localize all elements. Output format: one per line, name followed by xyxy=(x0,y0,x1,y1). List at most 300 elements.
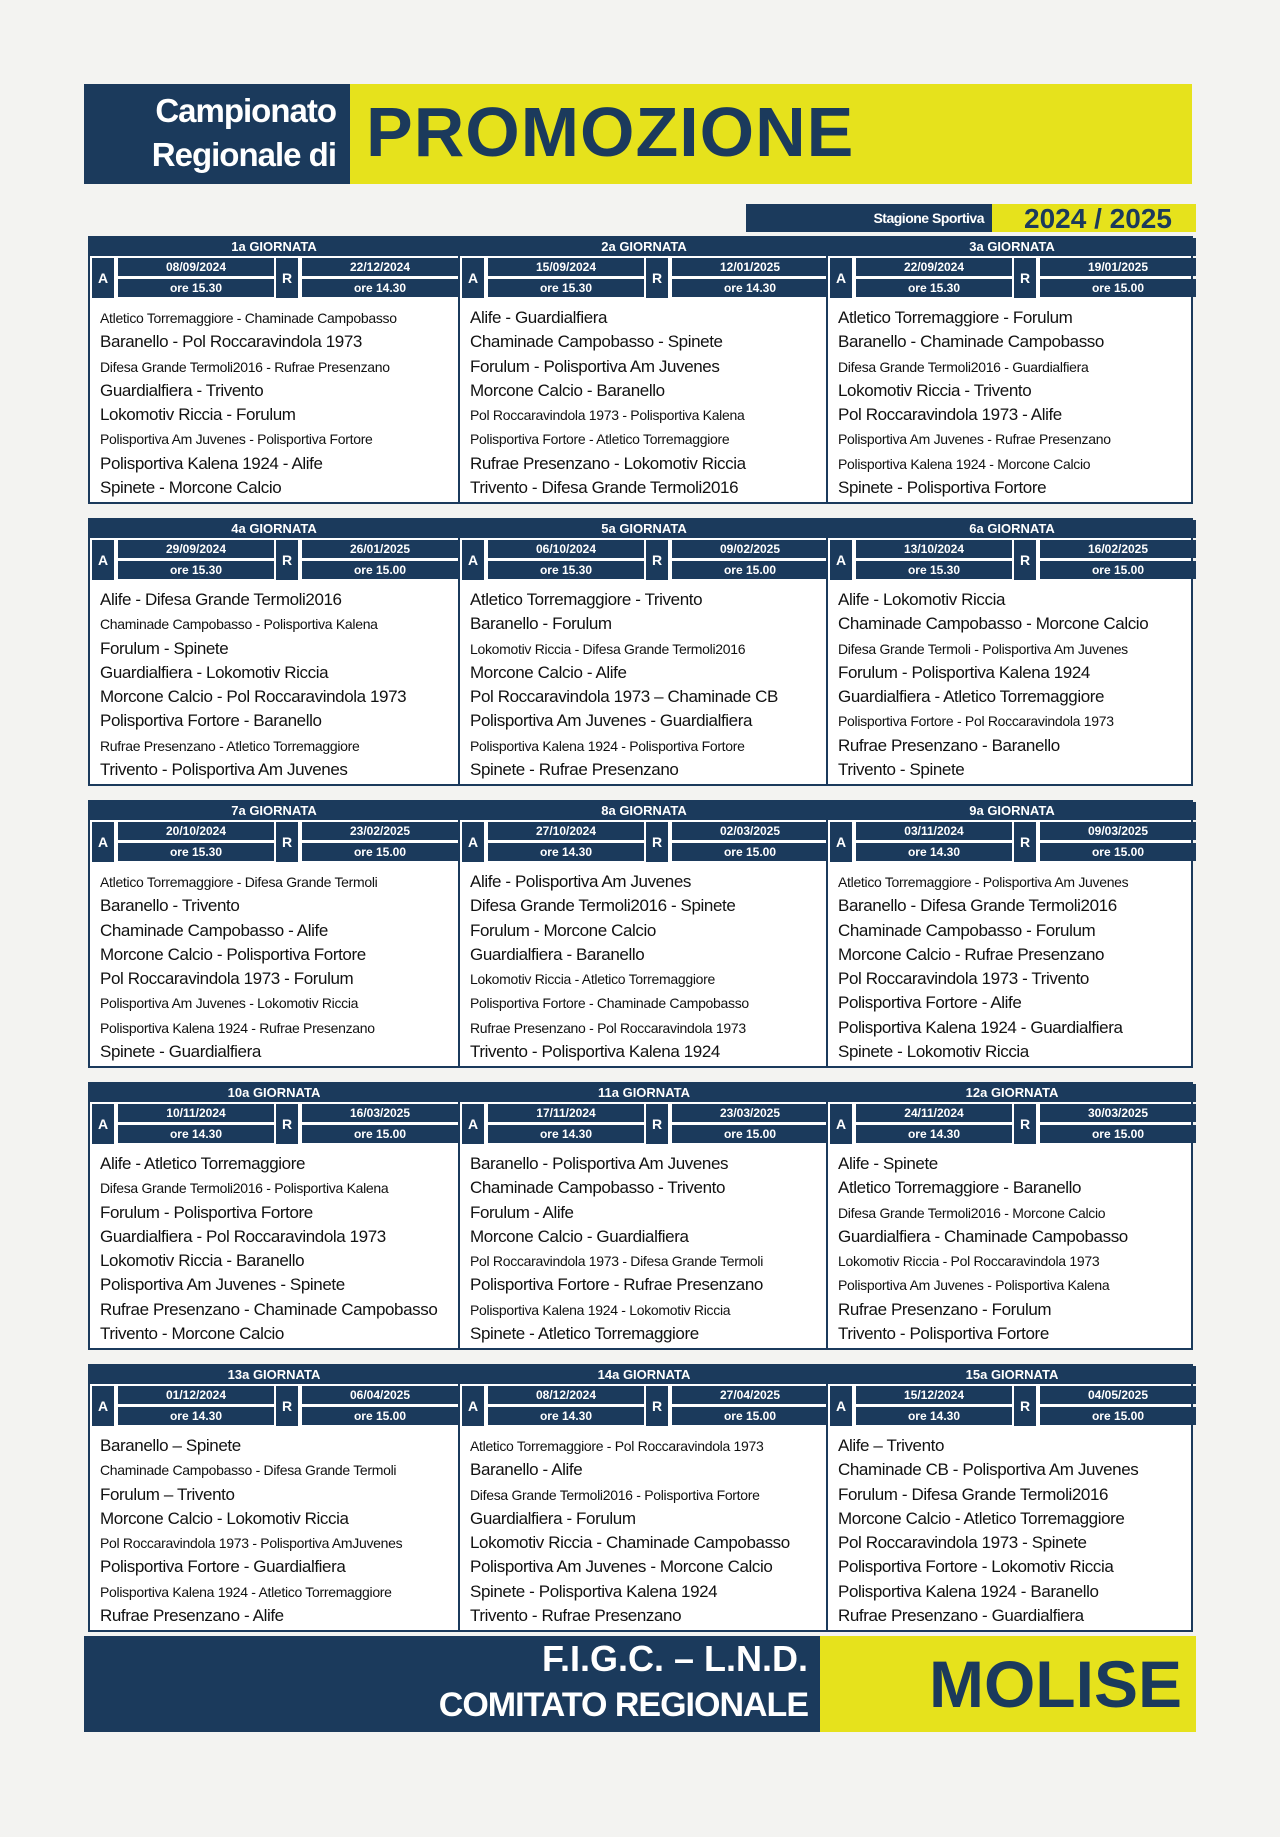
match-item: Trivento - Difesa Grande Termoli2016 xyxy=(470,478,739,498)
ritorno-date: 27/04/2025 xyxy=(672,1386,828,1404)
match-item: Forulum - Morcone Calcio xyxy=(470,920,656,940)
ritorno-date: 19/01/2025 xyxy=(1040,258,1196,276)
round-dates xyxy=(828,1104,1196,1146)
match-item: Alife - Difesa Grande Termoli2016 xyxy=(100,590,342,609)
andata-date-box xyxy=(118,258,274,298)
header-title-box xyxy=(350,84,1192,184)
match-list xyxy=(470,588,822,782)
ritorno-date: 04/05/2025 xyxy=(1040,1386,1196,1404)
round-block xyxy=(826,1084,1196,1348)
round-dates xyxy=(460,1104,828,1146)
match-item: Chaminade Campobasso - Difesa Grande Termoli xyxy=(100,1462,397,1479)
ritorno-time: ore 14.30 xyxy=(302,279,458,297)
match-item: Guardialfiera - Chaminade Campobasso xyxy=(838,1226,1128,1246)
andata-time: ore 15.30 xyxy=(118,561,274,579)
footer-line1: F.I.G.C. – L.N.D. xyxy=(541,1638,808,1679)
round-block xyxy=(458,1084,828,1348)
match-item: Polisportiva Am Juvenes - Morcone Calcio xyxy=(470,1557,773,1577)
ritorno-date-box xyxy=(1040,540,1196,580)
footer-region-box xyxy=(820,1636,1196,1732)
round-row xyxy=(88,1364,1193,1632)
match-item: Baranello - Forulum xyxy=(470,614,612,634)
andata-date-box xyxy=(856,1386,1012,1426)
round-dates xyxy=(828,540,1196,582)
match-item: Alife - Atletico Torremaggiore xyxy=(100,1154,306,1173)
match-list xyxy=(100,306,452,500)
match-item: Polisportiva Fortore - Baranello xyxy=(100,711,322,731)
match-item: Rufrae Presenzano - Guardialfiera xyxy=(838,1606,1084,1626)
round-dates xyxy=(460,1386,828,1428)
match-item: Spinete - Polisportiva Fortore xyxy=(838,478,1047,498)
match-item: Polisportiva Fortore - Pol Roccaravindola 1973 xyxy=(838,713,1114,730)
ritorno-time: ore 15.00 xyxy=(672,843,828,861)
andata-date-box xyxy=(488,822,644,862)
match-item: Alife - Guardialfiera xyxy=(470,308,608,327)
match-item: Polisportiva Am Juvenes - Polisportiva Kalena xyxy=(838,1277,1110,1294)
andata-date: 24/11/2024 xyxy=(856,1104,1012,1122)
match-item: Guardialfiera - Atletico Torremaggiore xyxy=(838,687,1105,707)
ritorno-date-box xyxy=(1040,1386,1196,1426)
match-item: Forulum - Polisportiva Fortore xyxy=(100,1202,313,1222)
match-item: Polisportiva Am Juvenes - Guardialfiera xyxy=(470,711,753,731)
round-block xyxy=(826,802,1196,1066)
andata-time: ore 14.30 xyxy=(856,1407,1012,1425)
match-item: Atletico Torremaggiore - Baranello xyxy=(838,1178,1082,1198)
match-item: Trivento - Polisportiva Am Juvenes xyxy=(100,760,348,780)
round-title: 5a GIORNATA xyxy=(460,520,828,538)
match-item: Baranello - Pol Roccaravindola 1973 xyxy=(100,332,362,352)
round-block xyxy=(458,520,828,784)
ritorno-date: 30/03/2025 xyxy=(1040,1104,1196,1122)
match-item: Rufrae Presenzano - Forulum xyxy=(838,1299,1052,1319)
ritorno-date-box xyxy=(672,540,828,580)
round-row xyxy=(88,1082,1193,1350)
match-item: Chaminade CB - Polisportiva Am Juvenes xyxy=(838,1460,1139,1480)
andata-time: ore 15.30 xyxy=(488,561,644,579)
match-item: Polisportiva Am Juvenes - Spinete xyxy=(100,1275,345,1295)
ritorno-time: ore 15.00 xyxy=(1040,279,1196,297)
page-title: PROMOZIONE xyxy=(366,93,855,171)
andata-time: ore 15.30 xyxy=(118,279,274,297)
ritorno-badge: R xyxy=(1014,540,1036,580)
match-item: Forulum – Trivento xyxy=(100,1484,235,1504)
ritorno-time: ore 15.00 xyxy=(1040,561,1196,579)
season-label: Stagione Sportiva xyxy=(873,210,984,226)
ritorno-date: 16/02/2025 xyxy=(1040,540,1196,558)
match-item: Forulum - Polisportiva Am Juvenes xyxy=(470,356,720,376)
andata-badge: A xyxy=(830,822,852,862)
ritorno-time: ore 15.00 xyxy=(302,843,458,861)
round-block xyxy=(90,1366,458,1630)
match-item: Difesa Grande Termoli2016 - Polisportiva Kalena xyxy=(100,1180,389,1197)
round-dates xyxy=(828,258,1196,300)
ritorno-date-box xyxy=(302,822,458,862)
match-item: Difesa Grande Termoli2016 - Morcone Calcio xyxy=(838,1204,1106,1221)
andata-date: 13/10/2024 xyxy=(856,540,1012,558)
round-block xyxy=(826,520,1196,784)
match-item: Pol Roccaravindola 1973 - Forulum xyxy=(100,969,354,989)
round-block xyxy=(458,238,828,502)
andata-time: ore 14.30 xyxy=(856,1125,1012,1143)
andata-badge: A xyxy=(462,540,484,580)
match-item: Trivento - Morcone Calcio xyxy=(100,1324,284,1344)
ritorno-badge: R xyxy=(276,540,298,580)
round-title: 13a GIORNATA xyxy=(90,1366,458,1384)
ritorno-date-box xyxy=(302,258,458,298)
andata-date: 06/10/2024 xyxy=(488,540,644,558)
match-item: Polisportiva Kalena 1924 - Alife xyxy=(100,453,323,473)
andata-badge: A xyxy=(830,1104,852,1144)
andata-time: ore 14.30 xyxy=(856,843,1012,861)
match-item: Chaminade Campobasso - Forulum xyxy=(838,920,1096,940)
round-block xyxy=(90,1084,458,1348)
match-item: Atletico Torremaggiore - Polisportiva Am Juvenes xyxy=(838,874,1129,890)
ritorno-badge: R xyxy=(646,1104,668,1144)
footer-region: MOLISE xyxy=(928,1647,1182,1721)
ritorno-time: ore 15.00 xyxy=(302,1407,458,1425)
match-item: Lokomotiv Riccia - Chaminade Campobasso xyxy=(470,1533,790,1553)
match-item: Atletico Torremaggiore - Trivento xyxy=(470,590,703,609)
ritorno-date: 09/03/2025 xyxy=(1040,822,1196,840)
match-item: Pol Roccaravindola 1973 - Spinete xyxy=(838,1533,1087,1553)
match-item: Morcone Calcio - Atletico Torremaggiore xyxy=(838,1508,1125,1528)
match-item: Morcone Calcio - Alife xyxy=(470,662,627,682)
match-item: Lokomotiv Riccia - Pol Roccaravindola 1973 xyxy=(838,1253,1100,1270)
footer xyxy=(84,1636,1196,1732)
header-left-box xyxy=(84,84,350,184)
andata-date-box xyxy=(118,1386,274,1426)
round-dates xyxy=(90,822,458,864)
round-block xyxy=(90,520,458,784)
andata-date-box xyxy=(118,822,274,862)
match-item: Morcone Calcio - Pol Roccaravindola 1973 xyxy=(100,687,407,707)
match-item: Polisportiva Am Juvenes - Lokomotiv Riccia xyxy=(100,995,359,1012)
match-item: Alife - Polisportiva Am Juvenes xyxy=(470,872,691,891)
andata-date: 10/11/2024 xyxy=(118,1104,274,1122)
match-item: Baranello - Polisportiva Am Juvenes xyxy=(470,1154,729,1173)
andata-badge: A xyxy=(830,1386,852,1426)
match-item: Atletico Torremaggiore - Pol Roccaravindola 1973 xyxy=(470,1438,764,1454)
andata-date: 15/09/2024 xyxy=(488,258,644,276)
ritorno-badge: R xyxy=(276,258,298,298)
footer-line2: COMITATO REGIONALE xyxy=(438,1686,808,1724)
match-item: Baranello – Spinete xyxy=(100,1436,241,1455)
match-item: Forulum - Alife xyxy=(470,1202,574,1222)
match-item: Difesa Grande Termoli2016 - Spinete xyxy=(470,896,736,916)
ritorno-time: ore 15.00 xyxy=(672,1125,828,1143)
ritorno-date: 12/01/2025 xyxy=(672,258,828,276)
match-item: Guardialfiera - Lokomotiv Riccia xyxy=(100,662,329,682)
ritorno-badge: R xyxy=(646,1386,668,1426)
andata-badge: A xyxy=(462,258,484,298)
andata-date: 22/09/2024 xyxy=(856,258,1012,276)
match-item: Polisportiva Kalena 1924 - Lokomotiv Riccia xyxy=(470,1301,731,1318)
ritorno-date-box xyxy=(672,1104,828,1144)
match-list xyxy=(838,306,1190,500)
round-title: 4a GIORNATA xyxy=(90,520,458,538)
match-item: Polisportiva Kalena 1924 - Polisportiva Fortore xyxy=(470,737,745,754)
round-dates xyxy=(90,1104,458,1146)
ritorno-date: 26/01/2025 xyxy=(302,540,458,558)
footer-left-box xyxy=(84,1636,820,1732)
ritorno-badge: R xyxy=(1014,1104,1036,1144)
ritorno-badge: R xyxy=(1014,1386,1036,1426)
match-item: Chaminade Campobasso - Morcone Calcio xyxy=(838,614,1149,634)
andata-time: ore 15.30 xyxy=(118,843,274,861)
ritorno-badge: R xyxy=(276,1386,298,1426)
match-item: Baranello - Trivento xyxy=(100,896,240,916)
match-item: Pol Roccaravindola 1973 - Polisportiva AmJuvenes xyxy=(100,1535,403,1552)
match-item: Baranello - Chaminade Campobasso xyxy=(838,332,1104,352)
match-item: Alife – Trivento xyxy=(838,1436,945,1455)
ritorno-date-box xyxy=(672,1386,828,1426)
match-item: Forulum - Spinete xyxy=(100,638,229,658)
andata-date-box xyxy=(856,258,1012,298)
match-item: Atletico Torremaggiore - Forulum xyxy=(838,308,1073,327)
ritorno-time: ore 15.00 xyxy=(1040,843,1196,861)
andata-date-box xyxy=(118,1104,274,1144)
andata-date-box xyxy=(488,258,644,298)
match-item: Trivento - Polisportiva Fortore xyxy=(838,1324,1049,1344)
andata-time: ore 15.30 xyxy=(856,561,1012,579)
match-item: Rufrae Presenzano - Baranello xyxy=(838,735,1060,755)
ritorno-date: 06/04/2025 xyxy=(302,1386,458,1404)
andata-badge: A xyxy=(92,1386,114,1426)
ritorno-time: ore 15.00 xyxy=(672,561,828,579)
match-item: Spinete - Guardialfiera xyxy=(100,1042,261,1062)
season-year: 2024 / 2025 xyxy=(1024,203,1172,234)
andata-badge: A xyxy=(92,1104,114,1144)
match-item: Polisportiva Am Juvenes - Polisportiva Fortore xyxy=(100,431,373,448)
match-item: Polisportiva Fortore - Lokomotiv Riccia xyxy=(838,1557,1114,1577)
round-title: 1a GIORNATA xyxy=(90,238,458,256)
round-block xyxy=(826,1366,1196,1630)
ritorno-date-box xyxy=(672,258,828,298)
match-item: Spinete - Polisportiva Kalena 1924 xyxy=(470,1581,718,1601)
round-title: 2a GIORNATA xyxy=(460,238,828,256)
match-item: Lokomotiv Riccia - Trivento xyxy=(838,380,1032,400)
match-item: Guardialfiera - Trivento xyxy=(100,380,264,400)
match-item: Polisportiva Fortore - Rufrae Presenzano xyxy=(470,1275,763,1295)
match-item: Morcone Calcio - Lokomotiv Riccia xyxy=(100,1508,349,1528)
andata-date: 01/12/2024 xyxy=(118,1386,274,1404)
round-title: 14a GIORNATA xyxy=(460,1366,828,1384)
match-item: Chaminade Campobasso - Polisportiva Kalena xyxy=(100,616,378,633)
match-item: Difesa Grande Termoli2016 - Guardialfiera xyxy=(838,358,1089,375)
round-dates xyxy=(828,1386,1196,1428)
round-title: 15a GIORNATA xyxy=(828,1366,1196,1384)
match-list xyxy=(470,306,822,500)
ritorno-time: ore 15.00 xyxy=(302,1125,458,1143)
round-dates xyxy=(460,540,828,582)
match-item: Chaminade Campobasso - Alife xyxy=(100,920,328,940)
andata-time: ore 14.30 xyxy=(118,1407,274,1425)
match-list xyxy=(100,1152,452,1346)
andata-date: 29/09/2024 xyxy=(118,540,274,558)
ritorno-time: ore 15.00 xyxy=(1040,1407,1196,1425)
andata-badge: A xyxy=(830,258,852,298)
match-item: Polisportiva Kalena 1924 - Guardialfiera xyxy=(838,1017,1123,1037)
match-list xyxy=(100,588,452,782)
ritorno-date: 23/03/2025 xyxy=(672,1104,828,1122)
match-list xyxy=(838,588,1190,782)
match-item: Polisportiva Kalena 1924 - Baranello xyxy=(838,1581,1099,1601)
round-dates xyxy=(90,540,458,582)
match-item: Polisportiva Fortore - Alife xyxy=(838,993,1022,1013)
andata-badge: A xyxy=(462,822,484,862)
match-item: Atletico Torremaggiore - Difesa Grande Termoli xyxy=(100,874,378,890)
andata-date-box xyxy=(856,822,1012,862)
match-item: Difesa Grande Termoli - Polisportiva Am Juvenes xyxy=(838,640,1128,657)
ritorno-badge: R xyxy=(646,258,668,298)
ritorno-badge: R xyxy=(646,540,668,580)
match-item: Spinete - Atletico Torremaggiore xyxy=(470,1324,699,1344)
ritorno-badge: R xyxy=(1014,822,1036,862)
ritorno-date: 09/02/2025 xyxy=(672,540,828,558)
ritorno-date-box xyxy=(302,1104,458,1144)
match-item: Baranello - Difesa Grande Termoli2016 xyxy=(838,896,1117,916)
match-item: Difesa Grande Termoli2016 - Rufrae Presenzano xyxy=(100,358,390,375)
round-title: 10a GIORNATA xyxy=(90,1084,458,1102)
match-list xyxy=(100,870,452,1064)
andata-date: 27/10/2024 xyxy=(488,822,644,840)
match-item: Rufrae Presenzano - Atletico Torremaggiore xyxy=(100,737,360,754)
match-item: Polisportiva Fortore - Guardialfiera xyxy=(100,1557,346,1577)
match-item: Spinete - Morcone Calcio xyxy=(100,478,282,498)
ritorno-date-box xyxy=(1040,258,1196,298)
round-row xyxy=(88,236,1193,504)
fixtures-grid xyxy=(88,236,1193,1646)
match-item: Polisportiva Fortore - Chaminade Campobasso xyxy=(470,995,749,1012)
match-item: Trivento - Spinete xyxy=(838,760,965,780)
match-item: Polisportiva Fortore - Atletico Torremaggiore xyxy=(470,431,730,448)
ritorno-badge: R xyxy=(646,822,668,862)
match-item: Polisportiva Kalena 1924 - Atletico Torremaggiore xyxy=(100,1583,392,1600)
match-item: Polisportiva Am Juvenes - Rufrae Presenzano xyxy=(838,431,1111,448)
match-item: Chaminade Campobasso - Spinete xyxy=(470,332,723,352)
andata-badge: A xyxy=(92,258,114,298)
match-item: Trivento - Polisportiva Kalena 1924 xyxy=(470,1042,720,1062)
round-dates xyxy=(460,822,828,864)
match-item: Chaminade Campobasso - Trivento xyxy=(470,1178,726,1198)
andata-date-box xyxy=(856,540,1012,580)
match-item: Spinete - Lokomotiv Riccia xyxy=(838,1042,1029,1062)
round-title: 8a GIORNATA xyxy=(460,802,828,820)
ritorno-date-box xyxy=(1040,1104,1196,1144)
match-item: Baranello - Alife xyxy=(470,1460,583,1480)
andata-date: 20/10/2024 xyxy=(118,822,274,840)
andata-badge: A xyxy=(92,822,114,862)
ritorno-badge: R xyxy=(276,1104,298,1144)
match-list xyxy=(470,870,822,1064)
match-item: Rufrae Presenzano - Chaminade Campobasso xyxy=(100,1299,438,1319)
ritorno-time: ore 15.00 xyxy=(302,561,458,579)
round-dates xyxy=(460,258,828,300)
match-list xyxy=(100,1434,452,1628)
match-item: Forulum - Difesa Grande Termoli2016 xyxy=(838,1484,1109,1504)
round-dates xyxy=(828,822,1196,864)
andata-badge: A xyxy=(462,1386,484,1426)
round-title: 7a GIORNATA xyxy=(90,802,458,820)
match-item: Difesa Grande Termoli2016 - Polisportiva Fortore xyxy=(470,1486,760,1503)
ritorno-date-box xyxy=(672,822,828,862)
round-title: 6a GIORNATA xyxy=(828,520,1196,538)
round-dates xyxy=(90,258,458,300)
ritorno-date: 02/03/2025 xyxy=(672,822,828,840)
match-item: Lokomotiv Riccia - Difesa Grande Termoli2016 xyxy=(470,640,746,657)
match-item: Morcone Calcio - Rufrae Presenzano xyxy=(838,944,1105,964)
ritorno-date-box xyxy=(302,540,458,580)
match-list xyxy=(838,870,1190,1064)
season-label-box xyxy=(746,204,992,232)
season-banner xyxy=(746,204,1196,232)
andata-date-box xyxy=(488,1386,644,1426)
match-list xyxy=(470,1152,822,1346)
ritorno-badge: R xyxy=(1014,258,1036,298)
match-item: Guardialfiera - Baranello xyxy=(470,944,645,964)
round-block xyxy=(458,802,828,1066)
round-title: 3a GIORNATA xyxy=(828,238,1196,256)
match-item: Pol Roccaravindola 1973 - Trivento xyxy=(838,969,1089,989)
match-item: Guardialfiera - Forulum xyxy=(470,1508,636,1528)
match-item: Pol Roccaravindola 1973 – Chaminade CB xyxy=(470,687,778,707)
andata-date: 08/09/2024 xyxy=(118,258,274,276)
andata-date: 17/11/2024 xyxy=(488,1104,644,1122)
match-item: Forulum - Polisportiva Kalena 1924 xyxy=(838,662,1090,682)
match-item: Guardialfiera - Pol Roccaravindola 1973 xyxy=(100,1226,386,1246)
ritorno-time: ore 15.00 xyxy=(1040,1125,1196,1143)
andata-time: ore 15.30 xyxy=(488,279,644,297)
andata-badge: A xyxy=(92,540,114,580)
round-dates xyxy=(90,1386,458,1428)
andata-time: ore 15.30 xyxy=(856,279,1012,297)
match-list xyxy=(838,1434,1190,1628)
ritorno-date-box xyxy=(1040,822,1196,862)
match-item: Morcone Calcio - Guardialfiera xyxy=(470,1226,689,1246)
match-item: Polisportiva Kalena 1924 - Rufrae Presenzano xyxy=(100,1019,375,1036)
round-title: 9a GIORNATA xyxy=(828,802,1196,820)
andata-time: ore 14.30 xyxy=(488,1407,644,1425)
match-item: Pol Roccaravindola 1973 - Difesa Grande Termoli xyxy=(470,1253,764,1270)
andata-badge: A xyxy=(462,1104,484,1144)
header xyxy=(84,84,1192,184)
ritorno-date: 23/02/2025 xyxy=(302,822,458,840)
andata-date-box xyxy=(118,540,274,580)
match-item: Alife - Lokomotiv Riccia xyxy=(838,590,1006,609)
round-row xyxy=(88,518,1193,786)
match-item: Pol Roccaravindola 1973 - Alife xyxy=(838,405,1062,425)
match-item: Lokomotiv Riccia - Forulum xyxy=(100,405,296,425)
round-block xyxy=(826,238,1196,502)
ritorno-badge: R xyxy=(276,822,298,862)
andata-date-box xyxy=(856,1104,1012,1144)
match-item: Lokomotiv Riccia - Atletico Torremaggiore xyxy=(470,971,715,988)
header-line1: Campionato xyxy=(155,92,336,129)
andata-badge: A xyxy=(830,540,852,580)
ritorno-date: 16/03/2025 xyxy=(302,1104,458,1122)
header-line2: Regionale di xyxy=(151,136,336,173)
match-item: Morcone Calcio - Baranello xyxy=(470,380,665,400)
ritorno-time: ore 15.00 xyxy=(672,1407,828,1425)
andata-time: ore 14.30 xyxy=(488,843,644,861)
andata-date: 15/12/2024 xyxy=(856,1386,1012,1404)
match-item: Pol Roccaravindola 1973 - Polisportiva Kalena xyxy=(470,407,745,424)
match-item: Spinete - Rufrae Presenzano xyxy=(470,760,679,780)
round-block xyxy=(90,238,458,502)
match-item: Atletico Torremaggiore - Chaminade Campobasso xyxy=(100,310,397,326)
round-title: 12a GIORNATA xyxy=(828,1084,1196,1102)
match-list xyxy=(470,1434,822,1628)
